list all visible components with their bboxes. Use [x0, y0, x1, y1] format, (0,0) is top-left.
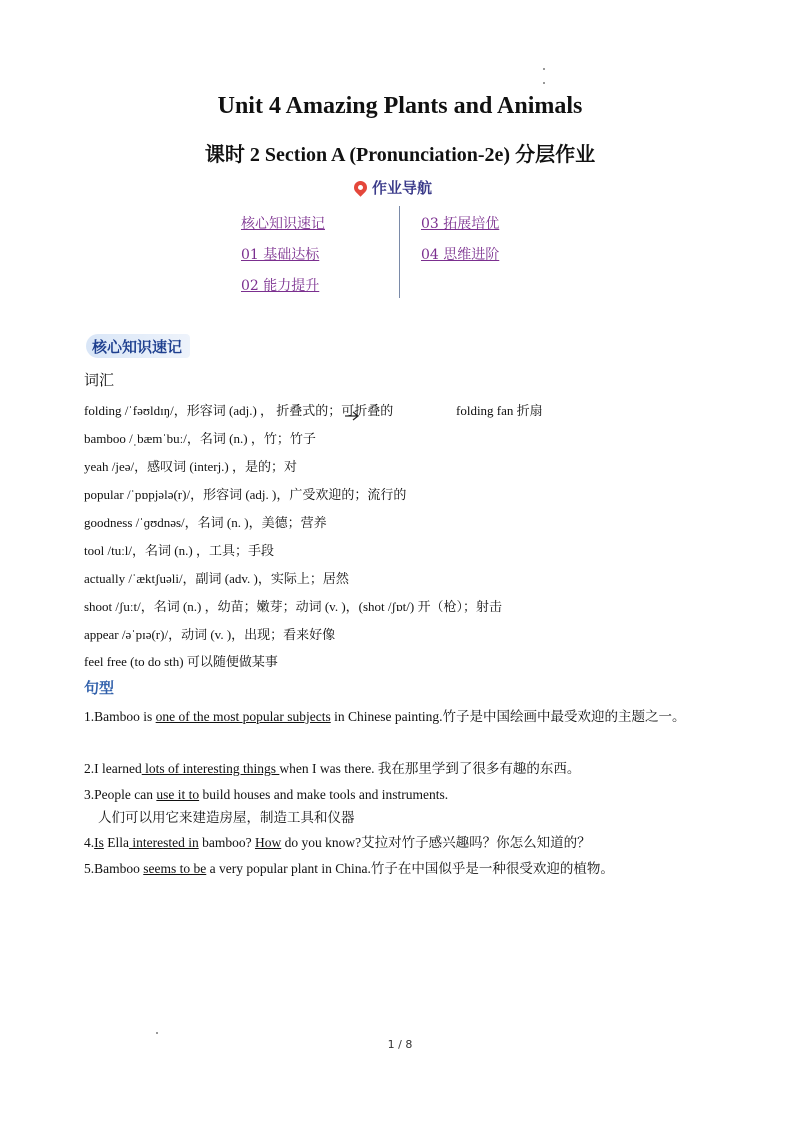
section-badge-core-knowledge	[86, 334, 190, 358]
vocab-item: actually /ˈæktʃuəli/，副词 (adv. )，实际上；居然	[84, 571, 349, 586]
nav-link-ability[interactable]: 02 能力提升	[241, 278, 320, 294]
nav-link-basic[interactable]: 01 基础达标	[241, 247, 320, 263]
nav-link-extension[interactable]: 03 拓展培优	[421, 216, 500, 232]
sentence-4	[84, 831, 724, 854]
sentence-underlined: Is	[94, 835, 104, 850]
sentence-text: 2.I learned	[84, 761, 142, 776]
sentence-heading: 句型	[84, 679, 115, 697]
sentence-3-translation: 人们可以用它来建造房屋，制造工具和仪器	[98, 810, 355, 825]
decor-dot	[156, 1032, 158, 1034]
sentence-underlined: use it to	[156, 787, 200, 802]
sentence-underlined: interested in	[129, 835, 199, 850]
vocab-item: folding /ˈfəʊldɪŋ/，形容词 (adj.) ， 折叠式的；可折叠的	[84, 403, 394, 418]
nav-link-thinking[interactable]: 04 思维进阶	[421, 247, 500, 263]
sentence-text: build houses and make tools and instruments.	[199, 787, 449, 802]
nav-divider	[399, 206, 400, 298]
vocab-item: appear /əˈpɪə(r)/，动词 (v. )，出现；看来好像	[84, 627, 336, 642]
page-subtitle: 课时 2 Section A (Pronunciation-2e) 分层作业	[204, 144, 596, 166]
sentence-text: Ella	[103, 835, 129, 850]
location-pin-icon	[351, 178, 369, 196]
vocab-item: feel free (to do sth) 可以随便做某事	[84, 654, 278, 669]
sentence-5	[84, 857, 724, 880]
sentence-underlined: How	[254, 835, 282, 850]
page-title: Unit 4 Amazing Plants and Animals	[217, 93, 583, 119]
sentence-text: 3.People can	[84, 787, 157, 802]
vocab-item: bamboo /ˌbæmˈbuː/，名词 (n.) ，竹；竹子	[84, 431, 316, 446]
vocab-item-extra: folding fan 折扇	[456, 403, 543, 418]
vocab-heading: 词汇	[84, 371, 115, 389]
sentence-underlined: lots of interesting things	[141, 761, 280, 776]
sentence-text: do you know?艾拉对竹子感兴趣吗？你怎么知道的？	[281, 835, 591, 850]
vocab-item: popular /ˈpɒpjələ(r)/，形容词 (adj. )，广受欢迎的；流行的	[84, 487, 407, 502]
vocab-item: shoot /ʃuːt/，名词 (n.) ，幼苗；嫩芽；动词 (v. )，(shot /ʃɒt/) 开（枪）；射击	[84, 599, 502, 614]
sentence-underlined: one of the most popular subjects	[155, 709, 331, 724]
sentence-1	[84, 705, 724, 728]
section-badge-label: 核心知识速记	[92, 337, 183, 356]
sentence-2	[84, 757, 724, 780]
sentence-underlined: seems to be	[143, 861, 207, 876]
sentence-text: 1.Bamboo is	[84, 709, 156, 724]
sentence-text: 5.Bamboo	[84, 861, 144, 876]
sentence-3	[84, 783, 724, 806]
sentence-text: 4.	[84, 835, 95, 850]
nav-title-label: 作业导航	[372, 178, 433, 197]
decor-dot	[543, 82, 545, 84]
sentence-text: when I was there. 我在那里学到了很多有趣的东西。	[279, 761, 581, 776]
vocab-item: yeah /jeə/，感叹词 (interj.) ，是的；对	[84, 459, 298, 474]
decor-dot	[543, 68, 545, 70]
nav-link-core-knowledge[interactable]: 核心知识速记	[241, 216, 325, 232]
sentence-text: a very popular plant in China.竹子在中国似乎是一种很受欢迎的植物。	[206, 861, 614, 876]
sentence-text: bamboo?	[198, 835, 255, 850]
arrow-icon	[344, 411, 360, 421]
nav-title	[354, 174, 432, 200]
sentence-text: in Chinese painting.竹子是中国绘画中最受欢迎的主题之一。	[330, 709, 686, 724]
vocab-item: goodness /ˈɡʊdnəs/，名词 (n. )，美德；营养	[84, 515, 327, 530]
vocab-item: tool /tuːl/，名词 (n.) ，工具；手段	[84, 543, 274, 558]
page-number: 1 / 8	[387, 1038, 413, 1051]
